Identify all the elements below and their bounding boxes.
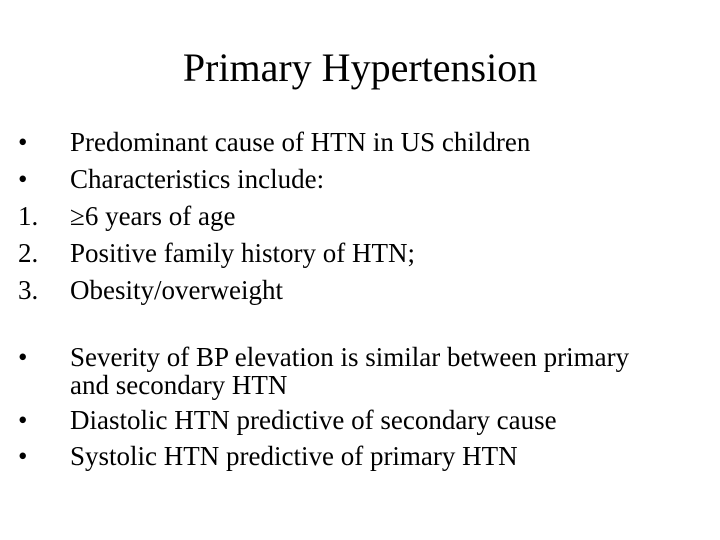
list-item-text: ≥6 years of age [70, 201, 236, 231]
bullet-list-severity [18, 343, 708, 478]
number-marker: 2. [18, 238, 39, 268]
list-item-text: Characteristics include: [70, 164, 325, 194]
list-item-text: Systolic HTN predictive of primary HTN [70, 441, 518, 471]
list-item [18, 239, 708, 268]
list-item-text: Positive family history of HTN; [70, 238, 415, 268]
slide-title: Primary Hypertension [182, 45, 538, 90]
bullet-marker: • [18, 164, 28, 194]
list-item-text: Diastolic HTN predictive of secondary cause [70, 405, 557, 435]
list-item-text: Obesity/overweight [70, 275, 283, 305]
number-marker: 1. [18, 201, 39, 231]
list-item [18, 406, 708, 435]
list-item [18, 202, 708, 231]
list-item [18, 442, 708, 471]
bullet-marker: • [18, 441, 28, 471]
bullet-marker: • [18, 405, 28, 435]
bullet-marker: • [18, 342, 28, 372]
list-item-text: Severity of BP elevation is similar between primary and secondary HTN [70, 342, 630, 400]
list-item [18, 276, 708, 305]
list-item [18, 165, 708, 194]
list-item [18, 343, 708, 399]
list-item-text: Predominant cause of HTN in US children [70, 127, 531, 157]
bullet-list-characteristics [18, 128, 708, 313]
number-marker: 3. [18, 275, 39, 305]
list-item [18, 128, 708, 157]
bullet-marker: • [18, 127, 28, 157]
